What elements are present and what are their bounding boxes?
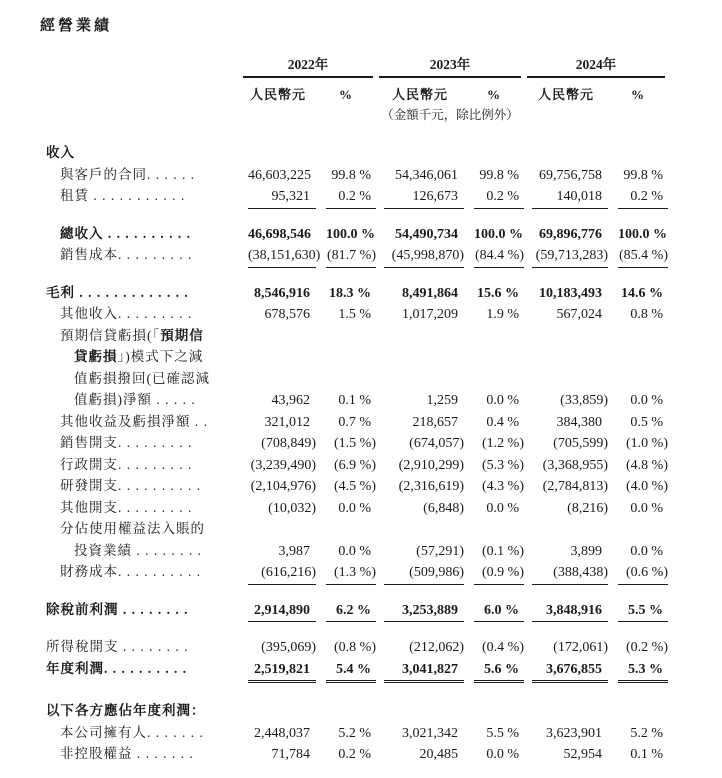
percent-cell: 99.8 % <box>331 167 371 183</box>
value-cell: 54,346,061 <box>395 167 458 183</box>
value-cell: 46,698,546 <box>248 226 311 242</box>
value-cell: (45,998,870) <box>384 245 464 268</box>
section-row <box>40 700 696 722</box>
value-cell: 384,380 <box>556 414 602 430</box>
percent-cell: 5.2 % <box>630 725 663 741</box>
value-cell: (10,032) <box>268 500 316 516</box>
value-cell: 678,576 <box>264 307 310 322</box>
row-label: 其他開支. . . . . . . . . <box>60 499 193 515</box>
row-label: 貸虧損」)模式下之減 <box>74 349 204 364</box>
percent-cell: 0.2 % <box>474 186 524 209</box>
percent-cell: 0.0 % <box>630 393 663 408</box>
percent-cell: 15.6 % <box>477 285 519 301</box>
value-cell: (6,848) <box>423 500 464 516</box>
value-cell: 3,253,889 <box>384 600 464 623</box>
value-cell: 567,024 <box>556 307 602 322</box>
percent-cell: 100.0 % <box>618 226 667 242</box>
currency-header: 人民幣元 <box>249 87 306 102</box>
value-cell: (212,062) <box>409 640 464 655</box>
table-row <box>40 561 696 583</box>
percent-cell: 5.4 % <box>326 659 376 684</box>
row-label: 分佔使用權益法入賬的 <box>60 521 205 536</box>
value-cell: (616,216) <box>248 562 316 585</box>
percent-header: % <box>631 87 645 102</box>
percent-cell: 1.5 % <box>338 307 371 322</box>
value-cell: (2,784,813) <box>542 479 608 494</box>
table-row <box>40 518 696 540</box>
table-row <box>40 223 696 245</box>
row-label: 收入 <box>46 145 75 160</box>
value-cell: 321,012 <box>264 414 310 430</box>
table-row <box>40 346 696 368</box>
percent-cell: (0.9 %) <box>474 562 524 585</box>
table-year-header <box>40 53 696 78</box>
percent-cell: 0.0 % <box>486 500 519 516</box>
row-label: 年度利潤. . . . . . . . . . <box>46 660 188 676</box>
section-row <box>40 142 696 164</box>
percent-cell: 0.0 % <box>630 500 663 516</box>
row-label: 總收入 . . . . . . . . . . <box>60 225 191 241</box>
row-label: 非控股權益 . . . . . . . <box>60 746 194 761</box>
row-label: 值虧損)淨額 . . . . . <box>74 392 196 407</box>
value-cell: 69,756,758 <box>539 167 602 183</box>
year-label: 2023年 <box>379 53 521 78</box>
value-cell: 3,021,342 <box>402 725 458 741</box>
table-row <box>40 411 696 433</box>
table-row <box>40 164 696 186</box>
value-cell: (388,438) <box>532 562 608 585</box>
row-label: 值虧損撥回(已確認減 <box>74 370 210 386</box>
percent-cell: (1.0 %) <box>626 436 668 451</box>
row-spacer <box>40 266 696 282</box>
row-label: 投資業績 . . . . . . . . <box>74 542 202 558</box>
table-row <box>40 658 696 680</box>
table-row <box>40 185 696 207</box>
table-row <box>40 636 696 658</box>
value-cell: 1,017,209 <box>402 307 458 322</box>
value-cell: 3,987 <box>278 543 310 559</box>
row-label: 以下各方應佔年度利潤： <box>46 703 206 718</box>
percent-cell: 5.6 % <box>474 659 524 684</box>
value-cell: (59,713,283) <box>532 245 608 268</box>
percent-cell: (85.4 %) <box>618 245 668 268</box>
table-row <box>40 325 696 347</box>
table-row <box>40 244 696 266</box>
percent-cell: (1.2 %) <box>482 436 524 451</box>
value-cell: (509,986) <box>384 562 464 585</box>
value-cell: 10,183,493 <box>539 285 602 301</box>
value-cell: 140,018 <box>532 186 608 209</box>
percent-cell: 0.2 % <box>618 186 668 209</box>
percent-cell: 0.0 % <box>338 543 371 559</box>
value-cell: 2,519,821 <box>248 659 316 684</box>
year-column-2022 <box>240 53 376 78</box>
percent-cell: 5.2 % <box>338 725 371 741</box>
table-subheader <box>40 84 696 103</box>
percent-cell: (81.7 %) <box>326 245 376 268</box>
unit-note-cell <box>376 105 524 123</box>
year-column-2024 <box>524 53 668 78</box>
row-label: 預期信貸虧損(「預期信 <box>60 327 204 343</box>
value-cell: 3,041,827 <box>384 659 464 684</box>
value-cell: (33,859) <box>560 393 608 408</box>
percent-cell: 0.7 % <box>338 414 371 430</box>
value-cell: (172,061) <box>553 640 608 655</box>
percent-cell: (5.3 %) <box>482 457 524 473</box>
percent-cell: 6.0 % <box>474 600 524 623</box>
table-row <box>40 389 696 411</box>
year-label: 2022年 <box>243 53 373 78</box>
value-cell: 3,623,901 <box>546 725 602 741</box>
value-cell: (8,216) <box>567 500 608 516</box>
row-label: 除稅前利潤 . . . . . . . . <box>46 601 189 617</box>
table-row <box>40 722 696 744</box>
row-label: 所得稅開支 . . . . . . . . <box>46 639 189 654</box>
value-cell: 218,657 <box>412 414 458 430</box>
unit-note: （金額千元，除比例外） <box>381 108 519 122</box>
percent-cell: 6.2 % <box>326 600 376 623</box>
value-cell: 20,485 <box>419 747 458 762</box>
year-column-2023 <box>376 53 524 78</box>
percent-cell: 18.3 % <box>329 285 371 301</box>
percent-cell: (1.3 %) <box>326 562 376 585</box>
table-row <box>40 432 696 454</box>
row-label: 租賃 . . . . . . . . . . . <box>60 188 186 203</box>
percent-cell: (4.0 %) <box>626 479 668 494</box>
value-cell: 46,603,225 <box>248 167 311 183</box>
value-cell: (2,104,976) <box>250 479 316 494</box>
percent-cell: 0.4 % <box>486 414 519 430</box>
percent-cell: (1.5 %) <box>334 436 376 451</box>
table-unit-note-row <box>40 105 696 123</box>
year-label: 2024年 <box>527 53 665 78</box>
percent-cell: 14.6 % <box>621 285 663 301</box>
row-label: 財務成本. . . . . . . . . . <box>60 564 202 579</box>
value-cell: 2,448,037 <box>254 725 310 741</box>
value-cell: 95,321 <box>248 186 316 209</box>
percent-cell: 0.2 % <box>326 186 376 209</box>
percent-cell: 0.1 % <box>630 747 663 762</box>
percent-cell: 100.0 % <box>326 226 375 242</box>
percent-cell: 1.9 % <box>486 307 519 322</box>
percent-cell: 0.2 % <box>338 747 371 762</box>
percent-cell: 0.0 % <box>486 393 519 408</box>
table-row <box>40 540 696 562</box>
value-cell: (38,151,630) <box>248 245 316 268</box>
percent-cell: (4.5 %) <box>334 479 376 494</box>
value-cell: 43,962 <box>271 393 310 408</box>
percent-cell: 0.0 % <box>486 747 519 762</box>
currency-header: 人民幣元 <box>537 87 594 102</box>
value-cell: 1,259 <box>426 393 458 408</box>
row-spacer <box>40 583 696 599</box>
row-label: 銷售開支. . . . . . . . . <box>60 435 193 450</box>
value-cell: (705,599) <box>553 436 608 451</box>
percent-cell: 0.1 % <box>338 393 371 408</box>
row-label: 銷售成本. . . . . . . . . <box>60 247 193 262</box>
row-label: 其他收入. . . . . . . . . <box>60 306 193 321</box>
table-row <box>40 599 696 621</box>
value-cell: (3,239,490) <box>250 457 316 473</box>
row-spacer <box>40 207 696 223</box>
percent-header: % <box>487 87 501 102</box>
percent-cell: 0.5 % <box>630 414 663 430</box>
value-cell: 3,899 <box>570 543 602 559</box>
row-spacer <box>40 620 696 636</box>
value-cell: (3,368,955) <box>542 457 608 473</box>
value-cell: 69,896,776 <box>539 226 602 242</box>
percent-cell: 99.8 % <box>623 167 663 183</box>
row-label: 行政開支. . . . . . . . . <box>60 456 193 472</box>
percent-cell: (4.3 %) <box>482 479 524 494</box>
value-cell: 8,491,864 <box>402 285 458 301</box>
percent-cell: 5.5 % <box>618 600 668 623</box>
value-cell: 3,848,916 <box>532 600 608 623</box>
table-rows <box>40 142 696 765</box>
percent-cell: (0.6 %) <box>618 562 668 585</box>
value-cell: 3,676,855 <box>532 659 608 684</box>
value-cell: 2,914,890 <box>248 600 316 623</box>
percent-cell: 0.0 % <box>630 543 663 559</box>
percent-cell: 99.8 % <box>479 167 519 183</box>
value-cell: 71,784 <box>271 747 310 762</box>
row-label: 與客戶的合同. . . . . . <box>60 166 196 182</box>
row-label: 毛利 . . . . . . . . . . . . . <box>46 284 189 300</box>
table-row <box>40 497 696 519</box>
value-cell: (2,910,299) <box>398 457 464 473</box>
value-cell: 8,546,916 <box>254 285 310 301</box>
percent-cell: 100.0 % <box>474 226 523 242</box>
value-cell: 126,673 <box>384 186 464 209</box>
table-row <box>40 454 696 476</box>
value-cell: 52,954 <box>563 747 602 762</box>
percent-cell: 0.8 % <box>630 307 663 322</box>
row-label: 本公司擁有人. . . . . . . <box>60 724 204 740</box>
percent-cell: 5.5 % <box>486 725 519 741</box>
percent-cell: (0.8 %) <box>334 640 376 655</box>
percent-cell: 5.3 % <box>618 659 668 684</box>
value-cell: (57,291) <box>416 543 464 559</box>
percent-cell: (0.2 %) <box>626 640 668 655</box>
table-row <box>40 475 696 497</box>
percent-cell: 0.0 % <box>338 500 371 516</box>
percent-cell: (84.4 %) <box>474 245 524 268</box>
value-cell: (674,057) <box>409 436 464 451</box>
percent-header: % <box>339 87 353 102</box>
value-cell: (2,316,619) <box>398 479 464 494</box>
percent-cell: (0.1 %) <box>482 543 524 559</box>
percent-cell: (4.8 %) <box>626 457 668 473</box>
table-row <box>40 743 696 765</box>
row-label: 研發開支. . . . . . . . . . <box>60 478 202 493</box>
table-row <box>40 368 696 390</box>
value-cell: (708,849) <box>261 436 316 451</box>
value-cell: 54,490,734 <box>395 226 458 242</box>
currency-header: 人民幣元 <box>391 87 448 102</box>
value-cell: (395,069) <box>261 640 316 655</box>
page-title: 經營業績 <box>40 18 113 34</box>
table-row <box>40 303 696 325</box>
table-row <box>40 282 696 304</box>
percent-cell: (6.9 %) <box>334 457 376 473</box>
row-label: 其他收益及虧損淨額 . . <box>60 413 208 429</box>
percent-cell: (0.4 %) <box>482 640 524 655</box>
